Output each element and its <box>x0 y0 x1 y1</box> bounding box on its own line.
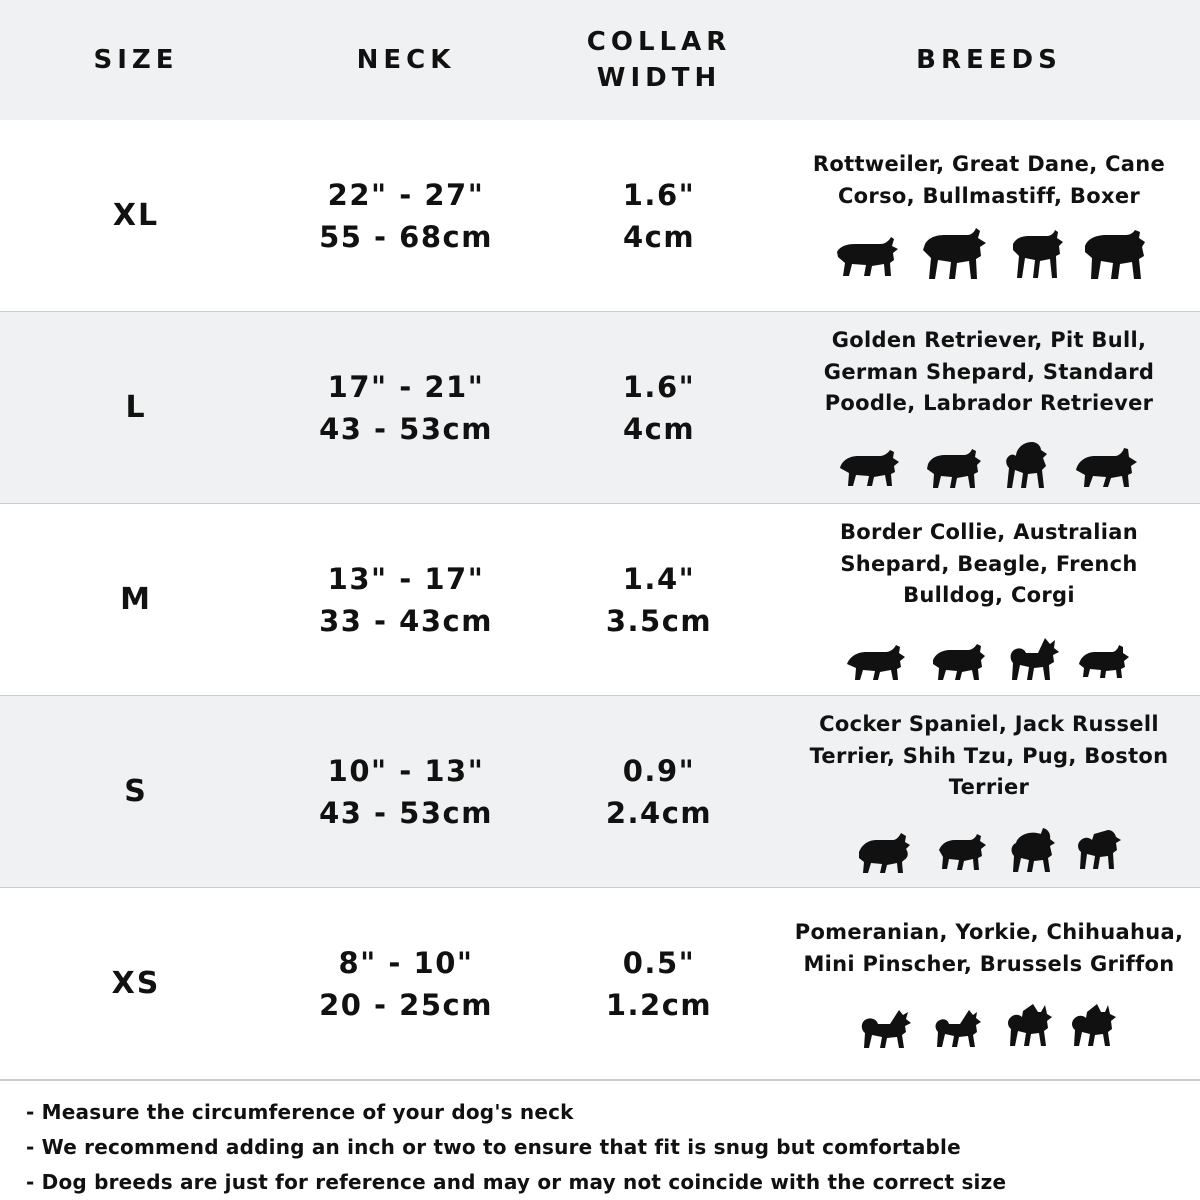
neck-cm: 20 - 25cm <box>319 987 493 1022</box>
breed-silhouettes <box>829 220 1149 282</box>
poodle-silhouette-icon <box>1002 440 1058 490</box>
note-item: - Dog breeds are just for reference and may or may not coincide with the correct size <box>26 1170 1007 1195</box>
neck-cm: 33 - 43cm <box>319 603 493 638</box>
row-neck-l <box>272 366 540 450</box>
table-row <box>0 504 1200 695</box>
great-dane-silhouette-icon <box>919 228 991 282</box>
breed-silhouettes <box>843 620 1135 682</box>
table-row <box>0 312 1200 503</box>
width-inches: 1.6" <box>622 369 696 404</box>
row-neck-xl <box>272 174 540 258</box>
breeds-list: Rottweiler, Great Dane, Cane Corso, Bullmastiff, Boxer <box>812 152 1166 208</box>
neck-inches: 22" - 27" <box>327 177 485 212</box>
header-size: SIZE <box>93 44 179 75</box>
breeds-list: Border Collie, Australian Shepard, Beagle, French Bulldog, Corgi <box>840 520 1138 608</box>
width-inches: 0.9" <box>622 753 696 788</box>
neck-inches: 13" - 17" <box>327 561 485 596</box>
neck-inches: 17" - 21" <box>327 369 485 404</box>
row-width-l <box>540 366 778 450</box>
row-size-xs: XS <box>111 966 161 1002</box>
header-collar-width-line1: COLLAR <box>586 26 732 57</box>
row-width-xs <box>540 942 778 1026</box>
notes-section <box>0 1080 1200 1200</box>
row-breeds-s <box>778 709 1200 874</box>
breeds-list: Pomeranian, Yorkie, Chihuahua, Mini Pinscher, Brussels Griffon <box>794 920 1184 976</box>
border-collie-silhouette-icon <box>843 640 913 682</box>
note-item: - Measure the circumference of your dog's neck <box>26 1100 574 1125</box>
row-width-xl <box>540 174 778 258</box>
table-row <box>0 888 1200 1079</box>
corgi-silhouette-icon <box>1075 644 1135 682</box>
header-collar-width-line2: WIDTH <box>596 63 722 94</box>
bullmastiff-silhouette-icon <box>1079 228 1149 282</box>
cane-corso-silhouette-icon <box>1005 230 1065 282</box>
breed-silhouettes <box>836 428 1142 490</box>
chihuahua-silhouette-icon <box>1003 1002 1055 1050</box>
row-width-m <box>540 558 778 642</box>
width-cm: 2.4cm <box>605 795 713 830</box>
mini-pinscher-silhouette-icon <box>1069 1002 1121 1050</box>
jack-russell-terrier-silhouette-icon <box>933 830 993 874</box>
table-row <box>0 120 1200 311</box>
row-breeds-xs <box>778 917 1200 1050</box>
row-neck-s <box>272 750 540 834</box>
row-size-xl: XL <box>112 198 160 234</box>
table-header-row <box>0 0 1200 120</box>
neck-inches: 8" - 10" <box>338 945 474 980</box>
row-breeds-xl <box>778 149 1200 282</box>
row-neck-m <box>272 558 540 642</box>
pug-silhouette-icon <box>1075 828 1125 874</box>
shih-tzu-silhouette-icon <box>1007 826 1061 874</box>
pomeranian-silhouette-icon <box>857 1006 919 1050</box>
width-cm: 1.2cm <box>605 987 713 1022</box>
row-breeds-l <box>778 325 1200 490</box>
width-inches: 0.5" <box>622 945 696 980</box>
neck-cm: 43 - 53cm <box>319 411 493 446</box>
row-size-m: M <box>120 582 152 618</box>
row-size-l: L <box>125 390 147 426</box>
rottweiler-silhouette-icon <box>829 234 905 282</box>
row-breeds-m <box>778 517 1200 682</box>
width-inches: 1.4" <box>622 561 696 596</box>
width-cm: 4cm <box>622 411 696 446</box>
row-size-s: S <box>124 774 148 810</box>
width-cm: 4cm <box>622 219 696 254</box>
neck-inches: 10" - 13" <box>327 753 485 788</box>
golden-retriever-silhouette-icon <box>836 446 908 490</box>
table-row <box>0 696 1200 887</box>
header-collar-width <box>540 24 778 97</box>
breed-silhouettes <box>853 812 1125 874</box>
header-neck: NECK <box>356 44 456 75</box>
breeds-list: Golden Retriever, Pit Bull, German Shepard, Standard Poodle, Labrador Retriever <box>823 328 1155 416</box>
row-width-s <box>540 750 778 834</box>
beagle-silhouette-icon <box>927 640 991 682</box>
width-inches: 1.6" <box>622 177 696 212</box>
row-neck-xs <box>272 942 540 1026</box>
cocker-spaniel-silhouette-icon <box>853 830 919 874</box>
neck-cm: 43 - 53cm <box>319 795 493 830</box>
breed-silhouettes <box>857 988 1121 1050</box>
yorkie-silhouette-icon <box>933 1006 989 1050</box>
pit-bull-silhouette-icon <box>922 446 988 490</box>
note-item: - We recommend adding an inch or two to ensure that fit is snug but comfortable <box>26 1135 961 1160</box>
header-breeds: BREEDS <box>916 44 1062 75</box>
neck-cm: 55 - 68cm <box>319 219 493 254</box>
french-bulldog-silhouette-icon <box>1005 636 1061 682</box>
german-shepard-silhouette-icon <box>1072 444 1142 490</box>
width-cm: 3.5cm <box>605 603 713 638</box>
breeds-list: Cocker Spaniel, Jack Russell Terrier, Shih Tzu, Pug, Boston Terrier <box>809 712 1169 800</box>
